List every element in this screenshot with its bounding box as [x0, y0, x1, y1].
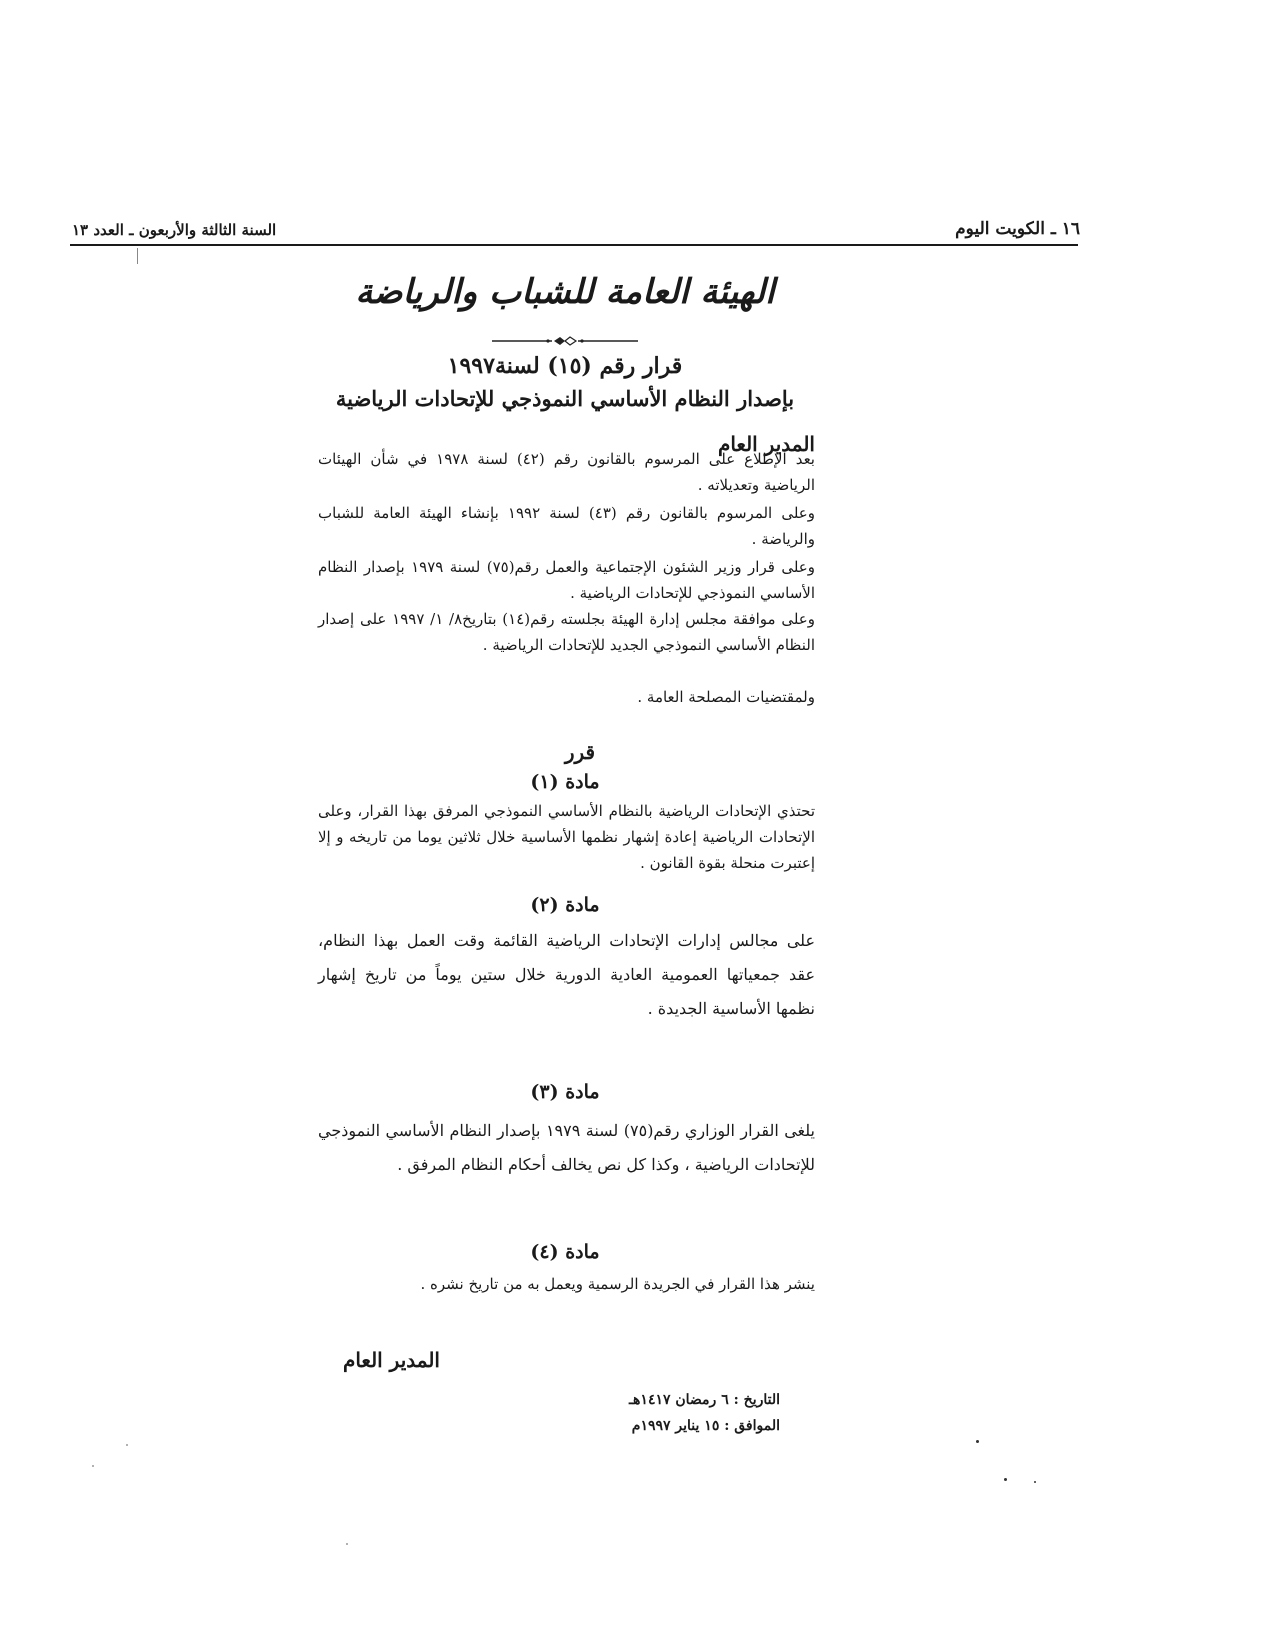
article-4-text: ينشر هذا القرار في الجريدة الرسمية ويعمل به من تاريخ نشره . — [420, 1275, 815, 1293]
scan-mark — [137, 248, 138, 264]
scan-speck — [976, 1440, 979, 1443]
preamble-paragraph-2: وعلى المرسوم بالقانون رقم (٤٣) لسنة ١٩٩٢ بإنشاء الهيئة العامة للشباب والرياضة . — [318, 504, 816, 548]
article-1-text: تحتذي الإتحادات الرياضية بالنظام الأساسي النموذجي المرفق بهذا القرار، وعلى الإتحادات الرياضية إعادة إشهار نظمها الأساسية خلال ثلاثين يوما من تاريخه و إلا إعتبرت منحلة بقوة القانون . — [318, 802, 815, 872]
article-3-heading: مادة (٣) — [530, 1081, 600, 1103]
signature-title: المدير العام — [342, 1348, 440, 1372]
preamble-paragraph-4: وعلى موافقة مجلس إدارة الهيئة بجلسته رقم(١٤) بتاريخ٨/ ١/ ١٩٩٧ على إصدار النظام الأساسي النموذجي الجديد للإتحادات الرياضية . — [318, 610, 816, 654]
article-1-heading: مادة (١) — [530, 771, 600, 793]
scan-speck — [346, 1543, 348, 1545]
article-2-text: على مجالس إدارات الإتحادات الرياضية القائمة وقت العمل بهذا النظام، عقد جمعياتها العمومية العادية الدورية خلال ستين يوماً من تاريخ إشهار نظمها الأساسية الجديدة . — [318, 931, 815, 1018]
decree-heading: قرر — [564, 740, 596, 764]
director-heading: المدير العام — [717, 432, 815, 456]
scan-speck — [126, 1444, 128, 1446]
article-4-heading: مادة (٤) — [530, 1241, 600, 1263]
scan-speck — [1004, 1478, 1007, 1481]
scan-speck — [1034, 1481, 1036, 1483]
preamble-paragraph-1: بعد الإطلاع على المرسوم بالقانون رقم (٤٢) لسنة ١٩٧٨ في شأن الهيئات الرياضية وتعديلاته . — [318, 450, 815, 494]
gregorian-date: الموافق : ١٥ يناير ١٩٩٧م — [631, 1418, 780, 1434]
article-3-text: يلغى القرار الوزاري رقم(٧٥) لسنة ١٩٧٩ بإصدار النظام الأساسي النموذجي للإتحادات الرياضية ، وكذا كل نص يخالف أحكام النظام المرفق . — [318, 1121, 816, 1174]
hijri-date: التاريخ : ٦ رمضان ١٤١٧هـ — [628, 1392, 780, 1408]
page-number-header: ١٦ ـ الكويت اليوم — [955, 219, 1080, 239]
divider-ornament — [490, 334, 640, 348]
decision-title: قرار رقم (١٥) لسنة١٩٩٧ — [447, 353, 683, 379]
header-rule — [70, 244, 1078, 246]
preamble-paragraph-5: ولمقتضيات المصلحة العامة . — [637, 688, 815, 706]
decision-subtitle: بإصدار النظام الأساسي النموذجي للإتحادات الرياضية — [335, 386, 795, 411]
preamble-paragraph-3: وعلى قرار وزير الشئون الإجتماعية والعمل رقم(٧٥) لسنة ١٩٧٩ بإصدار النظام الأساسي النموذجي للإتحادات الرياضية . — [318, 558, 815, 602]
scan-speck — [92, 1465, 94, 1467]
issue-header: السنة الثالثة والأربعون ـ العدد ١٣ — [72, 221, 277, 239]
article-2-heading: مادة (٢) — [530, 894, 600, 916]
authority-calligraphy: الهيئة العامة للشباب والرياضة — [355, 272, 775, 312]
